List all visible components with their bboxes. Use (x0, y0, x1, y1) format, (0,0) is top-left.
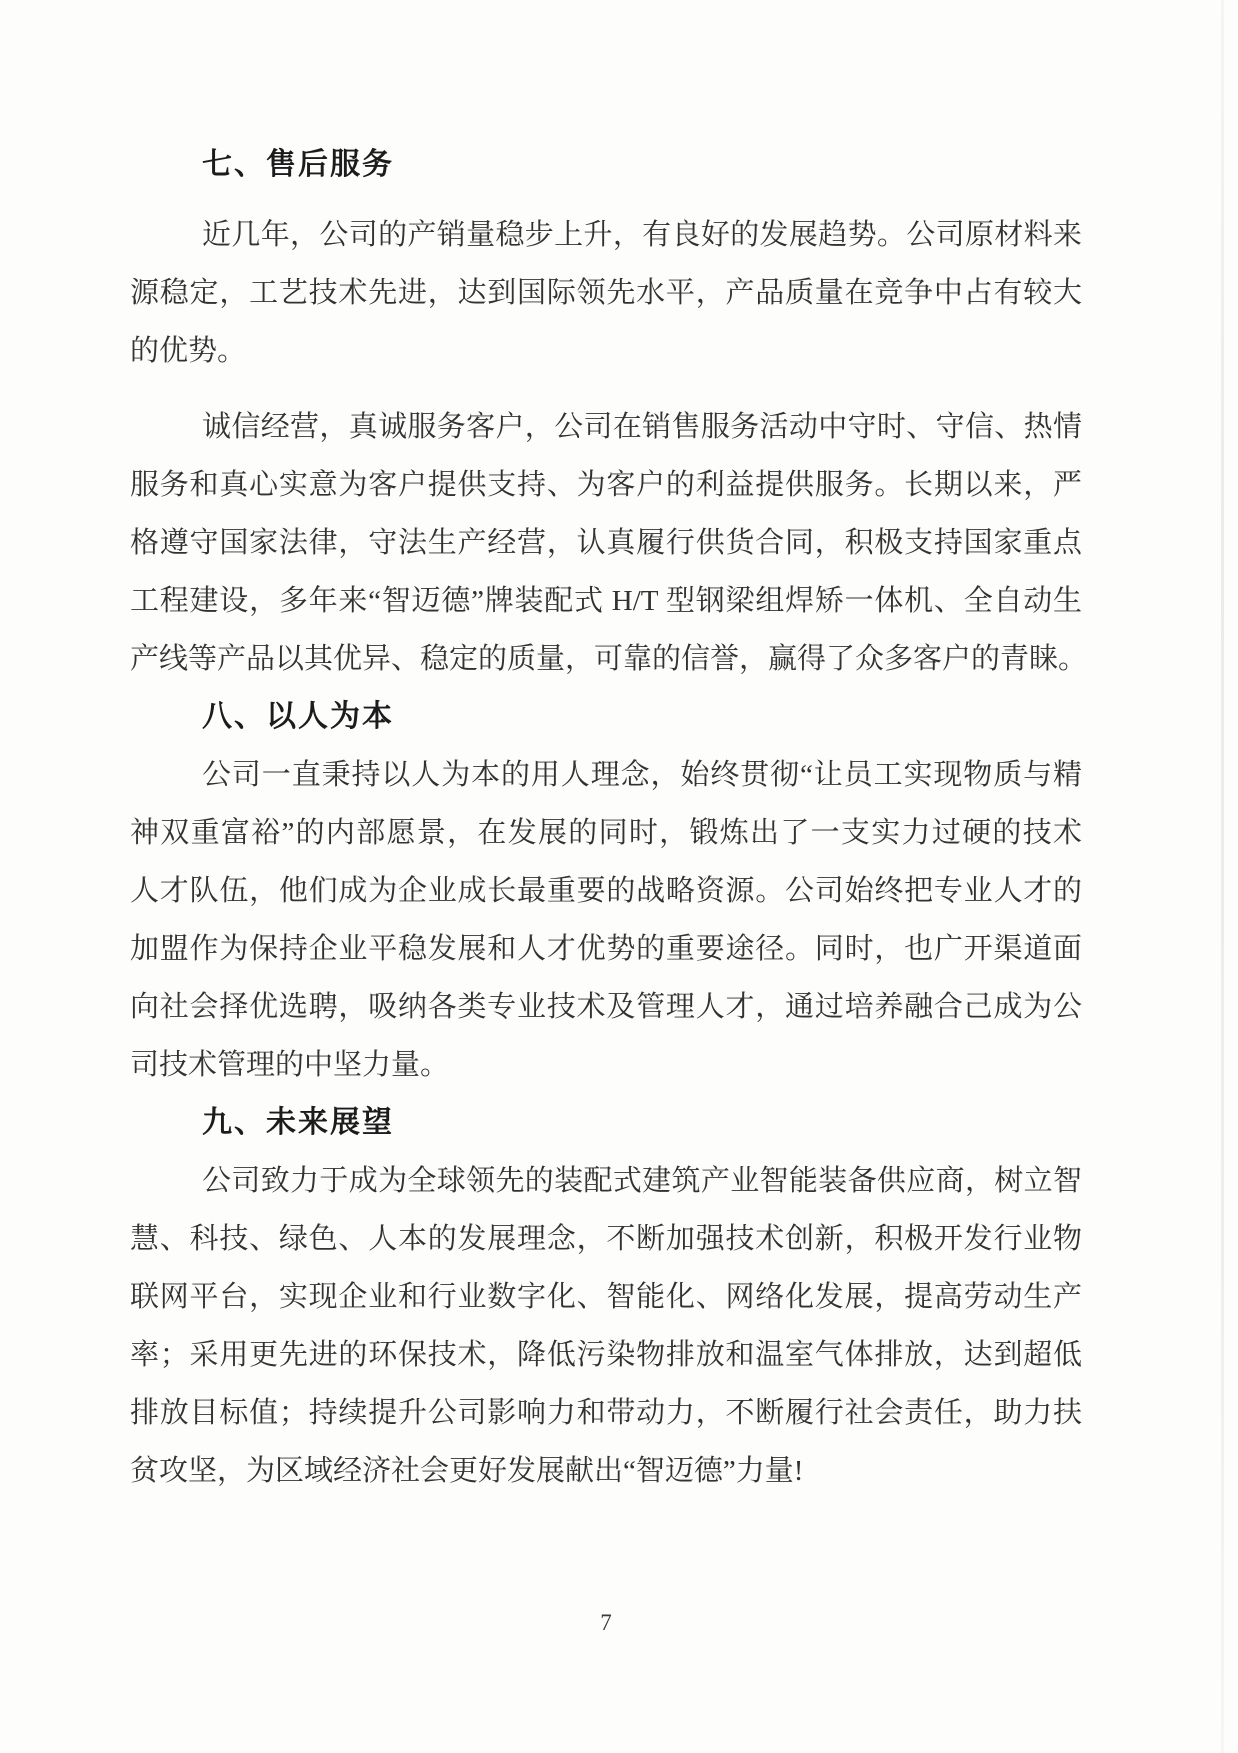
body-line: 工程建设，多年来“智迈德”牌装配式 H/T 型钢梁组焊矫一体机、全自动生 (130, 585, 1082, 617)
body-line: 服务和真心实意为客户提供支持、为客户的利益提供服务。长期以来，严 (130, 469, 1082, 501)
body-line: 神双重富裕”的内部愿景，在发展的同时，锻炼出了一支实力过硬的技术 (130, 817, 1082, 849)
section-heading-future-outlook: 九、未来展望 (202, 1106, 394, 1139)
section-heading-people-oriented: 八、以人为本 (202, 700, 394, 733)
body-line: 诚信经营，真诚服务客户，公司在销售服务活动中守时、守信、热情 (202, 411, 1082, 443)
body-line: 率；采用更先进的环保技术，降低污染物排放和温室气体排放，达到超低 (130, 1339, 1082, 1371)
paragraph-future-vision (130, 1152, 1082, 1500)
body-line: 联网平台，实现企业和行业数字化、智能化、网络化发展，提高劳动生产 (130, 1281, 1082, 1313)
body-line: 向社会择优选聘，吸纳各类专业技术及管理人才，通过培养融合己成为公 (130, 991, 1082, 1023)
body-line: 公司致力于成为全球领先的装配式建筑产业智能装备供应商，树立智 (202, 1165, 1082, 1197)
body-line: 近几年，公司的产销量稳步上升，有良好的发展趋势。公司原材料来 (202, 219, 1082, 251)
section-heading-after-sales-service: 七、售后服务 (202, 148, 394, 181)
body-line: 人才队伍，他们成为企业成长最重要的战略资源。公司始终把专业人才的 (130, 875, 1082, 907)
body-line: 加盟作为保持企业平稳发展和人才优势的重要途径。同时，也广开渠道面 (130, 933, 1082, 965)
paragraph-talent-philosophy (130, 746, 1082, 1094)
document-content (130, 0, 1088, 1500)
body-line: 的优势。 (130, 335, 247, 367)
scan-artifact-streak (1221, 0, 1224, 1753)
paragraph-sales-growth (130, 206, 1082, 380)
paragraph-integrity-service (130, 398, 1088, 688)
body-line: 源稳定，工艺技术先进，达到国际领先水平，产品质量在竞争中占有较大 (130, 277, 1082, 309)
body-line: 慧、科技、绿色、人本的发展理念，不断加强技术创新，积极开发行业物 (130, 1223, 1082, 1255)
body-line: 产线等产品以其优异、稳定的质量，可靠的信誉，赢得了众多客户的青睐。 (130, 643, 1088, 675)
page-number: 7 (600, 1610, 612, 1635)
body-line: 公司一直秉持以人为本的用人理念，始终贯彻“让员工实现物质与精 (202, 759, 1082, 791)
body-line: 贫攻坚，为区域经济社会更好发展献出“智迈德”力量! (130, 1455, 804, 1487)
body-line: 格遵守国家法律，守法生产经营，认真履行供货合同，积极支持国家重点 (130, 527, 1082, 559)
body-line: 排放目标值；持续提升公司影响力和带动力，不断履行社会责任，助力扶 (130, 1397, 1082, 1429)
body-line: 司技术管理的中坚力量。 (130, 1049, 450, 1081)
